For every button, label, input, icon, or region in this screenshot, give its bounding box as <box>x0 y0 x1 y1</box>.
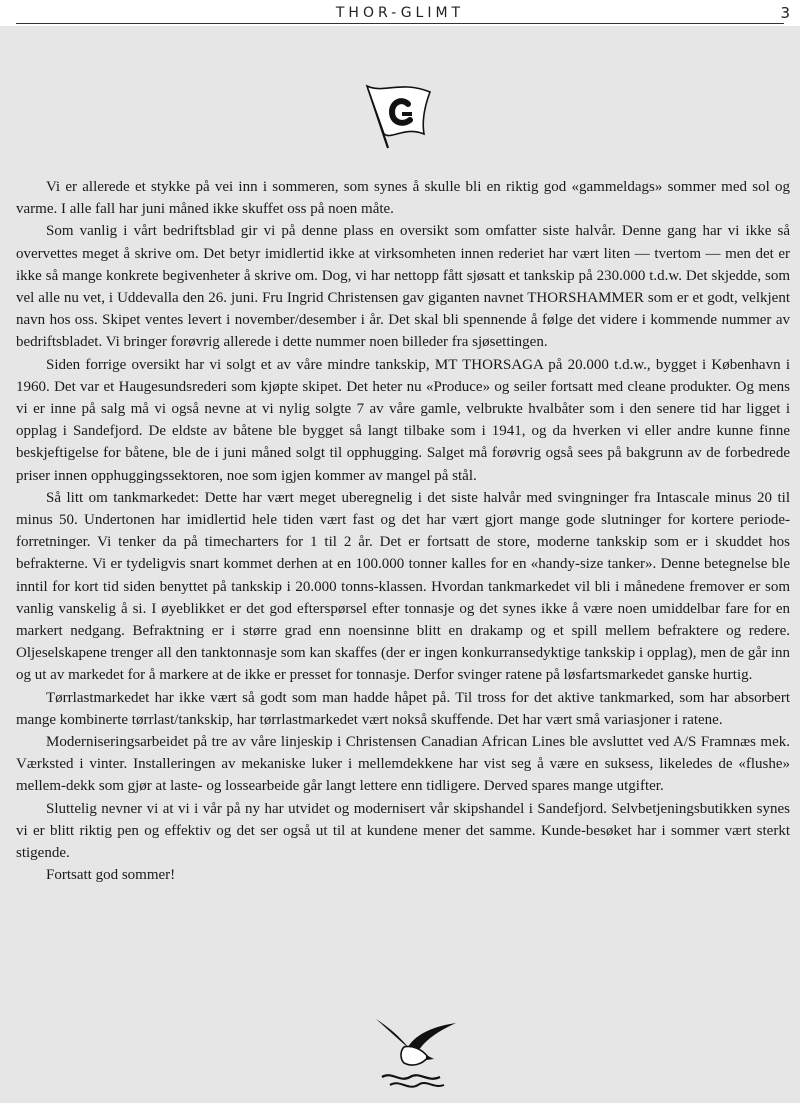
paragraph: Tørrlastmarkedet har ikke vært så godt som man hadde håpet på. Til tross for det aktive tankmarked, som har absorbert mange kombinerte tørrlast/tankskip, har tørrlastmarkedet vært nokså skuffende. Det har vært små variasjoner i ratene. <box>16 689 790 728</box>
page-number: 3 <box>780 4 790 22</box>
paragraph: Moderniseringsarbeidet på tre av våre linjeskip i Christensen Canadian African Lines ble avsluttet ved A/S Framnæs mek. Værksted i vinter. Installeringen av mekaniske luker i mellemdekkene har vist seg å være en suksess, likeledes de «flushe» mellem-dekk som gjør at laste- og lossearbeide går langt lettere enn tidligere. Derved spares mange utgifter. <box>16 734 790 795</box>
paragraph: Vi er allerede et stykke på vei inn i sommeren, som synes å skulle bli en riktig god «gammeldags» sommer med sol og varme. I alle fall har juni måned ikke skuffet oss på noen måte. <box>16 179 790 218</box>
seagull-over-waves-icon <box>368 1013 460 1093</box>
paragraph: Siden forrige oversikt har vi solgt et av våre mindre tankskip, MT THORSAGA på 20.000 t.d.w., bygget i København i 1960. Det var et Haugesundsrederi som kjøpte skipet. Det heter nu «Produce» og seiler fortsatt med cleane produkter. Og mens vi er inne på salg må vi også nevne at vi nylig solgte 7 av våre gamle, velbrukte hvalbåter som i den senere tid har ligget i opplag i Sandefjord. De eldste av båtene ble bygget så langt tilbake som i 1941, og da hverken vi eller andre kunne finne beskjeftigelse for båtene, ble de i juni måned solgt til opphugging. Salget må forøvrig også sees på bakgrunn av de forbedrede priser innen opphuggingssektoren, noe som igjen kommer av mangel på stål. <box>16 356 790 484</box>
header-rule <box>16 23 784 24</box>
article-body <box>16 176 790 887</box>
paragraph: Fortsatt god sommer! <box>46 867 176 884</box>
masthead-title: THOR-GLIMT <box>335 5 465 21</box>
page-header <box>0 0 800 26</box>
paragraph: Sluttelig nevner vi at vi i vår på ny har utvidet og modernisert vår skipshandel i Sandefjord. Selvbetjeningsbutikken synes vi er blitt riktig pen og effektiv og det ser også ut til at kundene mener det samme. Kunde-besøket har i sommer vært sterkt stigende. <box>16 800 790 862</box>
paragraph: Som vanlig i vårt bedriftsblad gir vi på denne plass en oversikt som omfatter siste halvår. Denne gang har vi ikke så overvettes meget å skrive om. Det betyr imidlertid ikke at virksomheten innen rederiet har vært liten — tvertom — men det er ikke så mange konkrete begivenheter å skrive om. Dog, vi har nettopp fått sjøsatt et tankskip på 230.000 t.d.w. Det skjedde, som vel alle nu vet, i Uddevalla den 26. juni. Fru Ingrid Christensen gav giganten navnet THORSHAMMER som er et godt, velkjent navn hos oss. Skipet ventes levert i november/desember i år. Det skal bli spennende å følge det videre i kommende nummer av bedriftsbladet. Vi bringer forøvrig allerede i dette nummer noen billeder fra sjøsettingen. <box>16 223 790 351</box>
flag-with-letter-c-icon <box>354 78 434 150</box>
paragraph: Så litt om tankmarkedet: Dette har vært meget uberegnelig i det siste halvår med svingninger fra Intascale minus 20 til minus 50. Undertonen har imidlertid hele tiden vært fast og det har vært gjort mange gode slutninger for kortere periode-forretninger. Vi tenker da på timecharters for 1 til 2 år. Det er fortsatt de store, moderne tankskip som er i skuddet hos befrakterne. Vi er tydeligvis snart kommet derhen at en 100.000 tonner kalles for en «handy-size tanker». Denne betegnelse ble inntil for kort tid siden benyttet på tankskip i 20.000 tonns-klassen. Hvordan tankmarkedet vil bli i månedene fremover er som vanlig vanskelig å si. I øyeblikket er det god efterspørsel efter tonnasje og det synes ikke å være noen umiddelbar fare for en markert nedgang. Befraktning er i større grad enn noensinne blitt en drakamp og et spill mellem befraktere og redere. Oljeselskapene trenger all den tanktonnasje som kan skaffes (der er ingen konkurransedyktige tankskip i opplag), men de går inn og ut av markedet for å markere at de ikke er presset for tonnasje. Derfor svinger ratene på løsfartsmarkedet ganske hurtig. <box>16 489 790 684</box>
